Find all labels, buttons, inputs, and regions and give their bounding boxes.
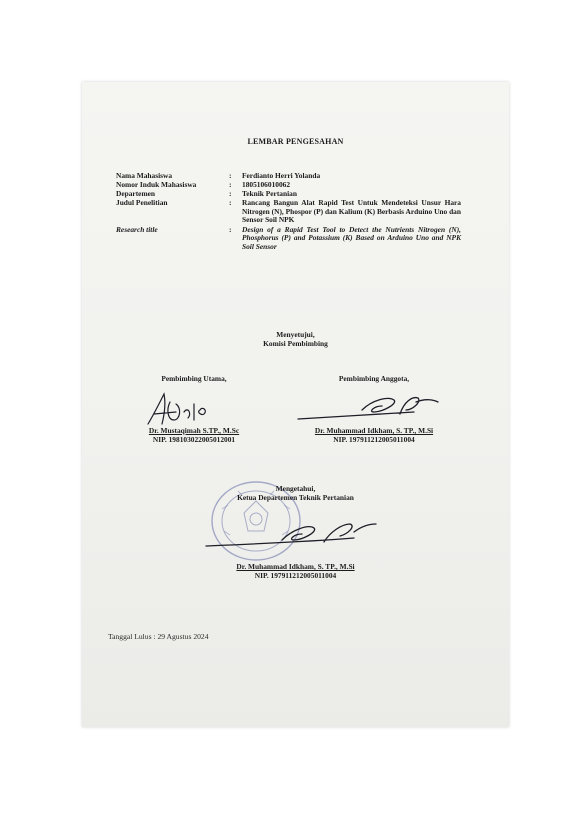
- student-name: Ferdianto Herri Yolanda: [242, 171, 321, 180]
- supervisor-role: Pembimbing Utama,: [161, 374, 227, 383]
- field-label: Nama Mahasiswa: [116, 171, 173, 180]
- acknowledgement-heading: [82, 484, 509, 502]
- supervisor-nip: NIP. 198103022005012001: [152, 435, 236, 444]
- field-separator: :: [229, 171, 232, 180]
- document-page: [82, 82, 509, 727]
- supervisor-nip: NIP. 197911212005011004: [333, 435, 415, 444]
- graduation-date: Tanggal Lulus : 29 Agustus 2024: [108, 632, 209, 641]
- approval-line: Menyetujui,: [276, 330, 315, 339]
- supervisor-role: Pembimbing Anggota,: [338, 374, 410, 383]
- approval-heading: [82, 330, 509, 348]
- supervisor-name: Dr. Mustaqimah S.TP., M.Sc: [148, 426, 240, 435]
- research-title-id: Rancang Bangun Alat Rapid Test Untuk Mendeteksi Unsur Hara Nitrogen (N), Phospor (P) dan Kalium (K) Berbasis Arduino Uno dan Sensor Soil NPK: [242, 198, 461, 225]
- supervisor-name: Dr. Muhammad Idkham, S. TP., M.Si: [314, 426, 434, 435]
- field-row-title-id: [116, 199, 461, 225]
- signature-department-head: [204, 518, 384, 558]
- field-label: Departemen: [116, 189, 155, 199]
- field-row-title-en: [116, 226, 461, 252]
- department-head-title: Ketua Departemen Teknik Pertanian: [237, 493, 354, 502]
- field-separator: :: [229, 198, 232, 208]
- department-head-name: Dr. Muhammad Idkham, S. TP., M.Si: [236, 562, 355, 571]
- field-label: Nomor Induk Mahasiswa: [116, 180, 197, 190]
- page-title: LEMBAR PENGESAHAN: [247, 137, 344, 146]
- field-label: Research title: [116, 224, 158, 234]
- department-head-nip: NIP. 197911212005011004: [254, 571, 337, 580]
- field-separator: :: [229, 224, 232, 234]
- department: Teknik Pertanian: [242, 189, 297, 199]
- committee-line: Komisi Pembimbing: [263, 339, 328, 348]
- acknowledged-line: Mengetahui,: [275, 484, 316, 493]
- field-separator: :: [229, 189, 232, 199]
- student-number: 1805106010062: [242, 180, 291, 190]
- research-title-en: Design of a Rapid Test Tool to Detect the Nutrients Nitrogen (N), Phosphorus (P) and Potassium (K) Based on Arduino Uno and NPK Soil Sensor: [242, 224, 461, 251]
- field-label: Judul Penelitian: [116, 198, 168, 208]
- signature-main-supervisor: [142, 390, 220, 430]
- student-info: [116, 172, 461, 251]
- signature-member-supervisor: [296, 392, 446, 428]
- field-separator: :: [229, 180, 232, 190]
